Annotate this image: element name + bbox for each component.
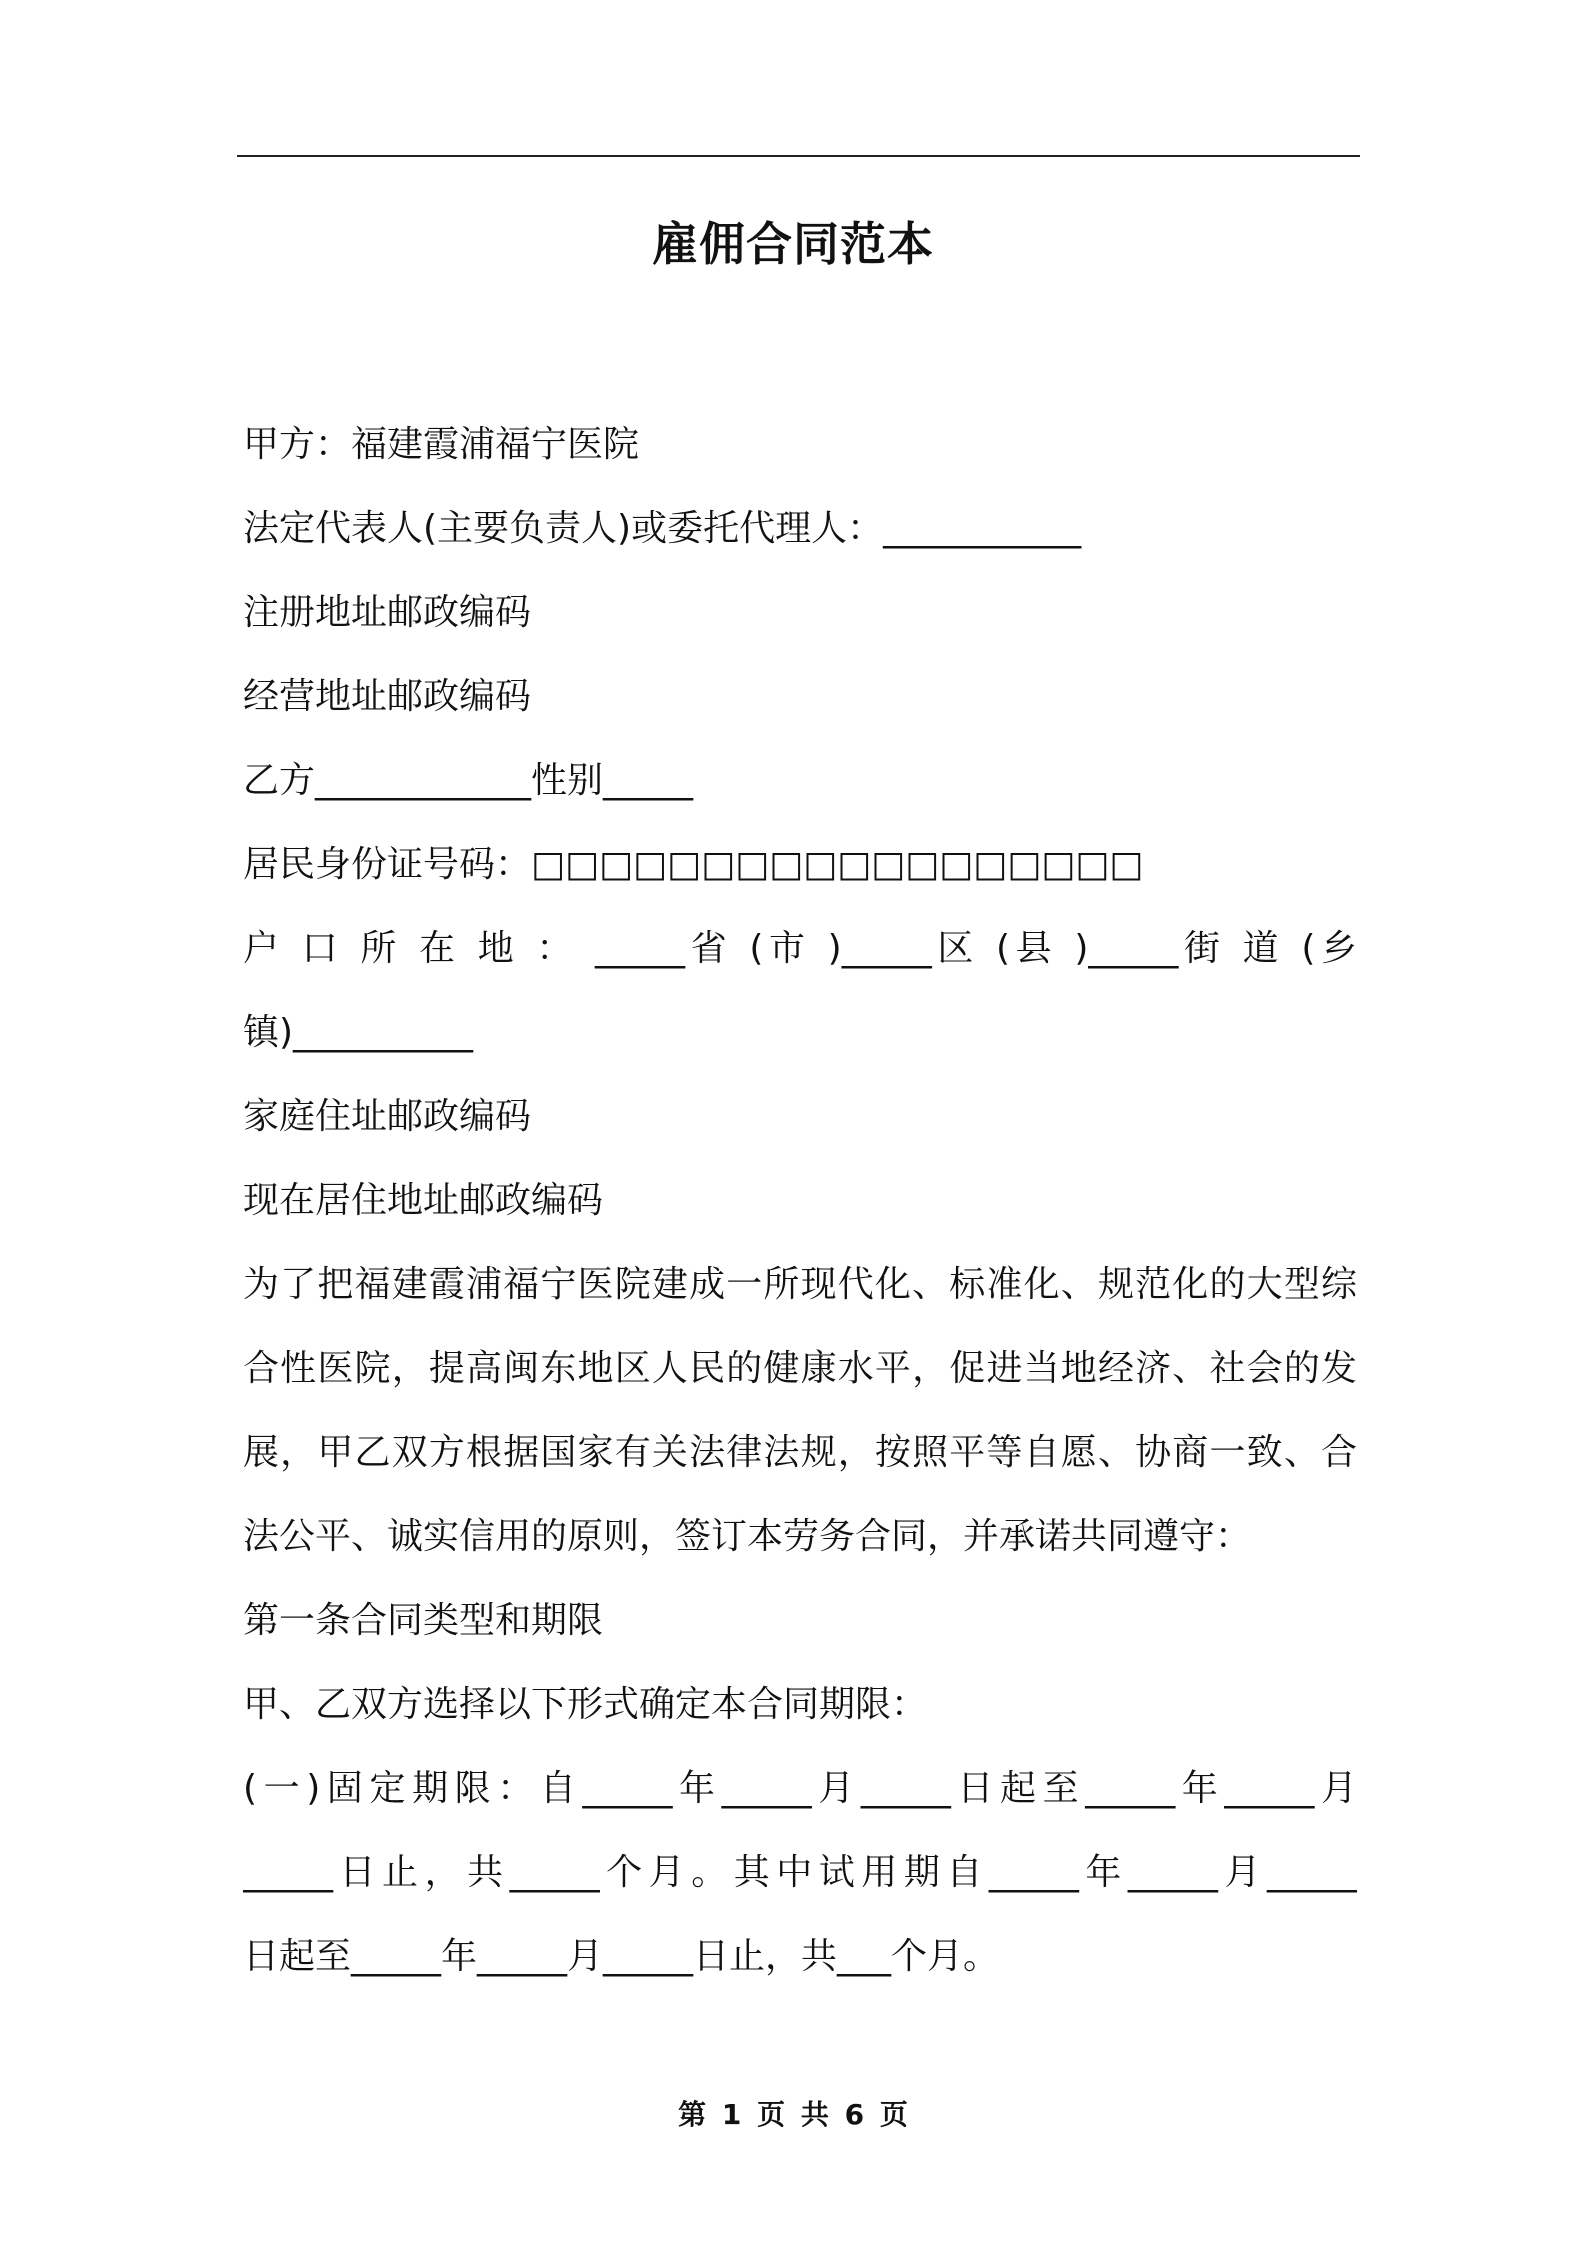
household-registration-line: 户 口 所 在 地 ： _____省 (市 )_____区 (县 )_____街 道 (乡 bbox=[243, 928, 1357, 969]
party-a-line: 甲方：福建霞浦福宁医院 bbox=[243, 424, 640, 465]
legal-representative-line: 法定代表人(主要负责人)或委托代理人：___________ bbox=[243, 508, 1082, 549]
preamble-line: 展，甲乙双方根据国家有关法律法规，按照平等自愿、协商一致、合 bbox=[243, 1432, 1357, 1473]
header-rule bbox=[237, 155, 1360, 157]
current-address-line: 现在居住地址邮政编码 bbox=[243, 1180, 604, 1221]
business-address-line: 经营地址邮政编码 bbox=[243, 676, 532, 717]
household-registration-line-cont: 镇)__________ bbox=[243, 1012, 474, 1053]
id-number-line: 居民身份证号码：□□□□□□□□□□□□□□□□□□ bbox=[243, 844, 1144, 885]
fixed-term-line: (一)固定期限：自_____年_____月_____日起至_____年_____月 bbox=[243, 1768, 1357, 1809]
preamble-line: 合性医院，提高闽东地区人民的健康水平，促进当地经济、社会的发 bbox=[243, 1348, 1357, 1389]
fixed-term-line: _____日止，共_____个月。其中试用期自_____年_____月_____ bbox=[243, 1852, 1357, 1893]
document-body bbox=[243, 403, 1357, 1999]
document-title: 雇佣合同范本 bbox=[652, 217, 934, 271]
article-heading: 第一条合同类型和期限 bbox=[243, 1600, 604, 1641]
home-address-line: 家庭住址邮政编码 bbox=[243, 1096, 532, 1137]
party-b-line: 乙方____________性别_____ bbox=[243, 760, 694, 801]
preamble-line: 法公平、诚实信用的原则，签订本劳务合同，并承诺共同遵守： bbox=[243, 1516, 1252, 1557]
fixed-term-line: 日起至_____年_____月_____日止，共___个月。 bbox=[243, 1936, 1000, 1977]
page-number: 第 1 页 共 6 页 bbox=[678, 2098, 908, 2131]
registered-address-line: 注册地址邮政编码 bbox=[243, 592, 532, 633]
term-intro-line: 甲、乙双方选择以下形式确定本合同期限： bbox=[243, 1684, 928, 1725]
preamble-line: 为了把福建霞浦福宁医院建成一所现代化、标准化、规范化的大型综 bbox=[243, 1264, 1357, 1305]
